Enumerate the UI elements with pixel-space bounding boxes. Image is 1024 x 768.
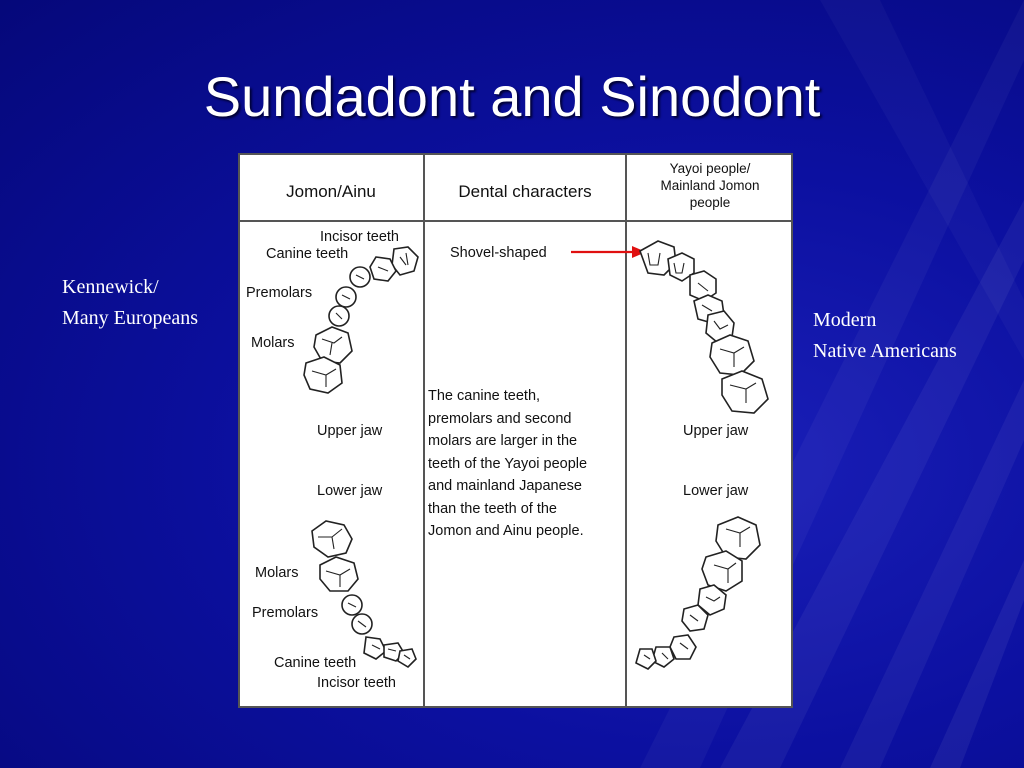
description-line: The canine teeth, xyxy=(428,388,541,404)
description-line: Jomon and Ainu people. xyxy=(428,523,584,539)
dental-description xyxy=(428,385,628,543)
header-yayoi-line-2: Mainland Jomon xyxy=(660,178,760,193)
label-lower-incisor: Incisor teeth xyxy=(317,675,396,691)
lower-canine-tooth xyxy=(670,635,696,659)
left-label-line-1: Kennewick/ xyxy=(62,276,159,298)
label-right-upper-jaw: Upper jaw xyxy=(683,423,749,439)
left-upper-jaw-teeth xyxy=(304,247,418,393)
left-group-label xyxy=(62,272,198,334)
header-jomon-ainu: Jomon/Ainu xyxy=(286,182,376,201)
upper-molar-tooth xyxy=(304,357,342,393)
label-left-upper-jaw: Upper jaw xyxy=(317,423,383,439)
label-upper-premolars: Premolars xyxy=(246,285,313,301)
description-line: than the teeth of the xyxy=(428,500,557,517)
header-yayoi-line-1: Yayoi people/ xyxy=(669,161,751,176)
dental-comparison-figure xyxy=(238,153,793,708)
upper-molar-tooth xyxy=(710,335,754,375)
description-line: premolars and second xyxy=(428,410,572,427)
right-group-label xyxy=(813,305,957,367)
label-upper-canine: Canine teeth xyxy=(266,246,349,262)
label-lower-canine: Canine teeth xyxy=(274,655,357,671)
label-right-lower-jaw: Lower jaw xyxy=(683,483,749,499)
label-upper-incisor: Incisor teeth xyxy=(320,229,399,245)
upper-molar-tooth xyxy=(722,371,768,413)
label-lower-premolars: Premolars xyxy=(252,605,319,621)
lower-molar-tooth xyxy=(702,551,742,591)
header-yayoi-line-3: people xyxy=(689,195,731,210)
label-shovel-shaped: Shovel-shaped xyxy=(450,245,547,261)
label-upper-molars: Molars xyxy=(251,335,295,351)
right-label-line-2: Native Americans xyxy=(813,340,957,362)
description-line: teeth of the Yayoi people xyxy=(428,455,588,472)
right-label-line-1: Modern xyxy=(813,309,877,331)
lower-canine-tooth xyxy=(364,637,386,659)
right-lower-jaw-teeth xyxy=(636,517,760,669)
label-left-lower-jaw: Lower jaw xyxy=(317,483,383,499)
lower-molar-tooth xyxy=(320,557,358,591)
left-lower-jaw-teeth xyxy=(312,521,416,667)
slide-title: Sundadont and Sinodont xyxy=(203,65,821,128)
header-dental-characters: Dental characters xyxy=(458,182,592,201)
lower-incisor-tooth xyxy=(636,649,656,669)
description-line: molars are larger in the xyxy=(428,433,578,449)
description-line: and mainland Japanese xyxy=(428,478,582,494)
lower-incisor-tooth xyxy=(398,649,416,667)
left-label-line-2: Many Europeans xyxy=(62,307,199,329)
label-lower-molars: Molars xyxy=(255,565,299,581)
